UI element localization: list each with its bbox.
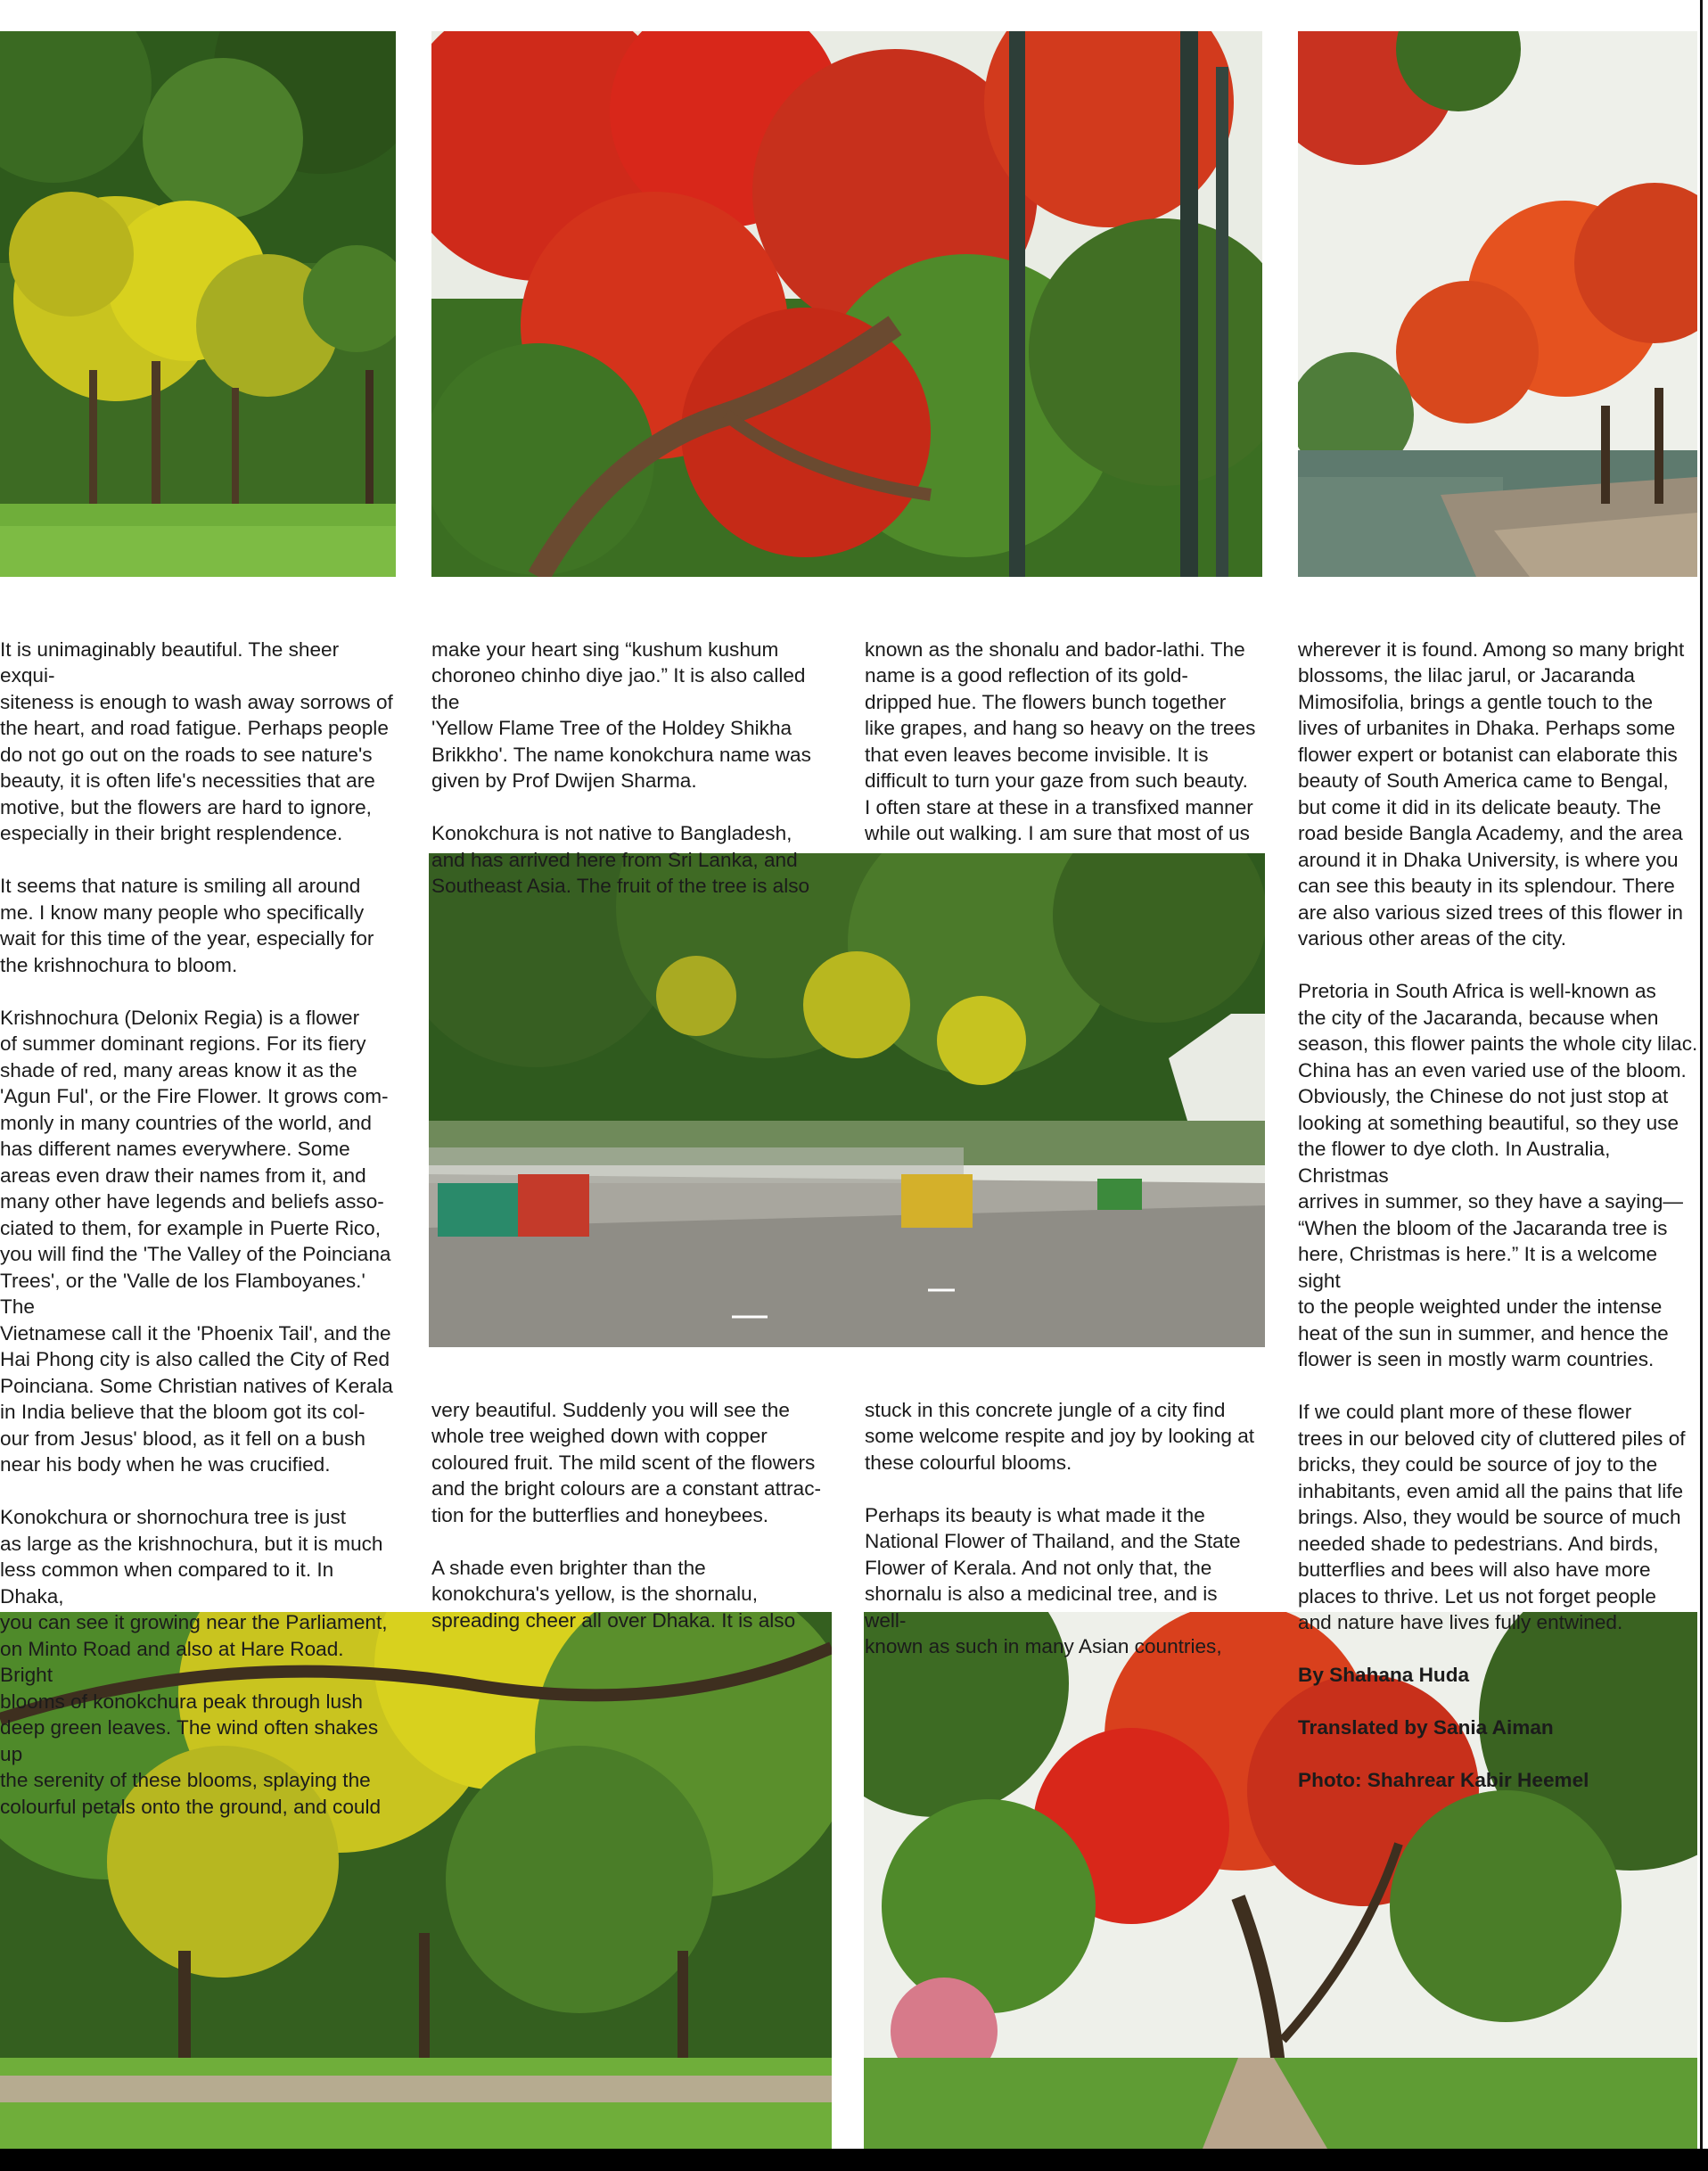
col1-paragraph-1: It is unimaginably beautiful. The sheer exqui- siteness is enough to wash away sorrows of the heart, and road fatigue. Perhaps people do not go out on the roads to see nature's beauty, it is often life's necessities that are motive, but the flowers are hard to ignore, especially in their bright resplendence. — [0, 637, 393, 844]
col2-top-paragraph-1: make your heart sing “kushum kushum choroneo chinho diye jao.” It is also called the 'Yellow Flame Tree of the Holdey Shikha Brikkho'. The name konokchura name was given by Prof Dwijen Sharma. — [431, 637, 811, 792]
author-byline: By Shahana Huda — [1298, 1664, 1470, 1686]
col3-bottom-paragraph-2: Perhaps its beauty is what made it the National Flower of Thailand, and the State Flower of Kerala. And not only that, the shornalu is also a medicinal tree, and is well- known as such in many Asian countries, — [865, 1503, 1241, 1657]
translator-credit: Translated by Sania Aiman — [1298, 1716, 1554, 1739]
col1-paragraph-2: It seems that nature is smiling all around me. I know many people who specifically wait for this time of the year, especially for the krishnochura to bloom. — [0, 875, 374, 976]
column-1 — [0, 610, 397, 1846]
col2-bottom-paragraph-2: A shade even brighter than the konokchura's yellow, is the shornalu, spreading cheer all over Dhaka. It is also — [431, 1556, 796, 1632]
col1-paragraph-3: Krishnochura (Delonix Regia) is a flower of summer dominant regions. For its fiery shade of red, many areas know it as the 'Agun Ful', or the Fire Flower. It grows com- monly in many countries of the world, and has different names everywhere. Some areas even draw their names from it, and many other have legends and beliefs asso- ciated to them, for example in Puerte Rico, you will find the 'The Valley of the Poinciana Trees', or the 'Valle de los Flamboyanes.' The Vietnamese call it the 'Phoenix Tail', and the Hai Phong city is also called the City of Red Poinciana. Some Christian natives of Kerala in India believe that the bloom got its col- our from Jesus' blood, as it fell on a bush near his body when he was crucified. — [0, 1006, 393, 1476]
column-2-bottom — [431, 1370, 828, 1660]
col3-bottom-paragraph-1: stuck in this concrete jungle of a city find some welcome respite and joy by looking at these colourful blooms. — [865, 1398, 1255, 1474]
col4-paragraph-1: wherever it is found. Among so many bright blossoms, the lilac jarul, or Jacaranda Mimosifolia, brings a gentle touch to the lives of urbanites in Dhaka. Perhaps some flower expert or botanist can elaborate this beauty of South America came to Bengal, but come it did in its delicate beauty. The road beside Bangla Academy, and the area around it in Dhaka University, is where you can see this beauty in its splendour. There are also various sized trees of this flower in various other areas of the city. — [1298, 637, 1685, 950]
right-edge-rule — [1700, 0, 1703, 2149]
col3-top-paragraph-1: known as the shonalu and bador-lathi. The name is a good reflection of its gold- dripped hue. The flowers bunch together like grapes, and hang so heavy on the trees that even leaves become invisible. It is difficult to turn your gaze from such beauty. I often stare at these in a transfixed manner while out walking. I am sure that most of us — [865, 637, 1256, 844]
col2-top-paragraph-2: Konokchura is not native to Bangladesh, and has arrived here from Sri Lanka, and Southeast Asia. The fruit of the tree is also — [431, 822, 810, 897]
col4-paragraph-2: Pretoria in South Africa is well-known as the city of the Jacaranda, because when season, this flower paints the whole city lilac. China has an even varied use of the bloom. Obviously, the Chinese do not just stop at looking at something beautiful, so they use the flower to dye cloth. In Australia, Christmas arrives in summer, so they have a saying— “When the bloom of the Jacaranda tree is here, Christmas is here.” It is a welcome sight to the people weighted under the intense heat of the sun in summer, and hence the flower is seen in mostly warm countries. — [1298, 980, 1698, 1370]
col2-bottom-paragraph-1: very beautiful. Suddenly you will see the whole tree weighed down with copper coloured fruit. The mild scent of the flowers and the bright colours are a constant attrac- tion for the butterflies and honeybees. — [431, 1398, 822, 1526]
photo-credit: Photo: Shahrear Kabir Heemel — [1298, 1769, 1589, 1791]
column-3-top — [865, 610, 1261, 873]
photo-tree-lined-avenue — [429, 853, 1265, 1347]
photo-yellow-trees-park — [0, 31, 396, 577]
photo-red-krishnochura-closeup — [431, 31, 1262, 577]
bottom-black-bar — [0, 2149, 1708, 2171]
column-3-bottom — [865, 1370, 1261, 1686]
column-2-top — [431, 610, 828, 925]
column-4 — [1298, 610, 1699, 1820]
photo-red-trees-by-lake — [1298, 31, 1697, 577]
col1-paragraph-4: Konokchura or shornochura tree is just as large as the krishnochura, but it is much less common when compared to it. In Dhaka, you can see it growing near the Parliament, on Minto Road and also at Hare Road. Bright blooms of konokchura peak through lush deep green leaves. The wind often shakes up the serenity of these blooms, splaying the colourful petals onto the ground, and could — [0, 1506, 388, 1818]
col4-paragraph-3: If we could plant more of these flower trees in our beloved city of cluttered piles of bricks, they could be source of joy to the inhabitants, even amid all the pains that life brings. Also, they would be source of much needed shade to pedestrians. And birds, butterflies and bees will also have more places to thrive. Let us not forget people and nature have lives fully entwined. — [1298, 1401, 1686, 1633]
